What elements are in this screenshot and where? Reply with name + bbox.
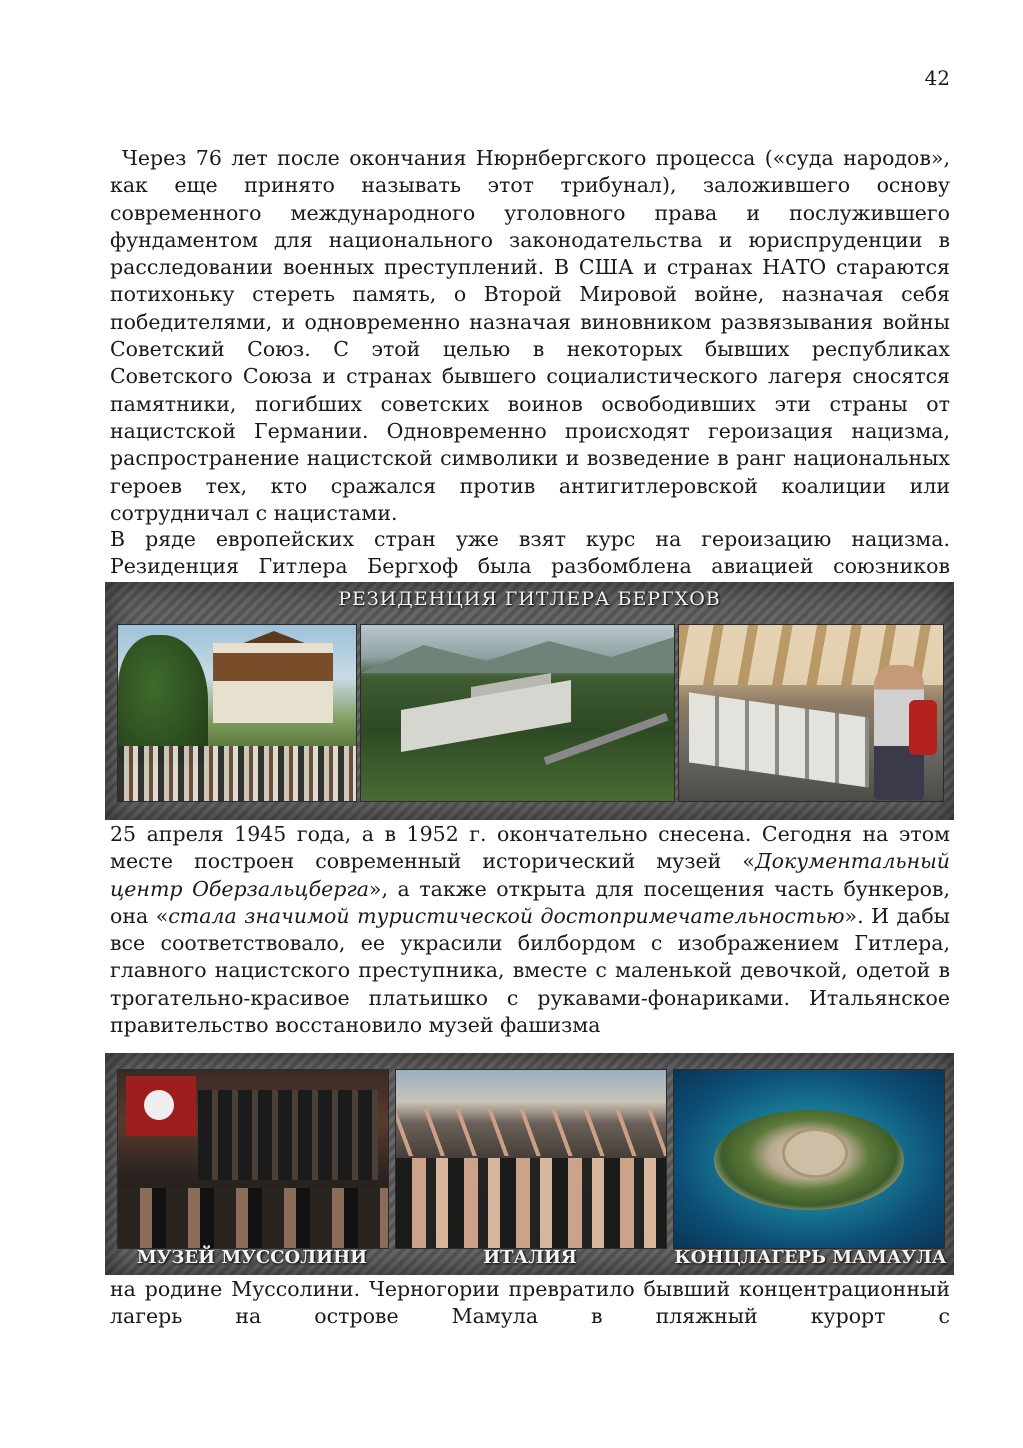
italy-crowd-photo (395, 1069, 667, 1249)
paragraph-3 (110, 821, 950, 1039)
page-number: 42 (924, 66, 950, 90)
paragraph-3-part-1: 25 апреля 1945 года, а в 1952 г. окончательно снесена. Сегодня на этом месте построен современный исторический музей « (110, 822, 950, 874)
paragraph-3-italic-2: стала значимой туристической достопримечательностью (168, 903, 845, 928)
caption-mussolini-museum: МУЗЕЙ МУССОЛИНИ (136, 1247, 368, 1268)
paragraph-3-part-2: », а также открыта для посещения часть бункеров, она « (110, 876, 950, 928)
paragraph-4: на родине Муссолини. Черногории превратило бывший концентрационный лагерь на острове Мамула в пляжный курорт с (110, 1277, 950, 1329)
caption-mamula-camp: КОНЦЛАГЕРЬ МАМАУЛА (674, 1247, 947, 1268)
paragraph-3-italic-1: Документальный центр Оберзальцберга (110, 849, 950, 901)
collage-title: РЕЗИДЕНЦИЯ ГИТЛЕРА БЕРГХОВ (338, 588, 721, 610)
paragraph-3-part-3: ». И дабы все соответствовало, ее украсили билбордом с изображением Гитлера, главного нацистского преступника, вместе с маленькой девочкой, одетой в трогательно-красивое платьишко с рукавами-фонариками. Итальянское правительство восстановило музей фашизма (110, 903, 950, 1038)
mussolini-museum-photo (117, 1069, 389, 1249)
paragraph-2: В ряде европейских стран уже взят курс на героизацию нацизма. Резиденция Гитлера Бергхоф была разбомблена авиацией союзников (110, 527, 950, 579)
paragraph-1: Через 76 лет после окончания Нюрнбергского процесса («суда народов», как еще принято называть этот трибунал), заложившего основу современного международного уголовного права и послужившего фундаментом для национального законодательства и юриспруденции в расследовании военных преступлений. В США и странах НАТО стараются потихоньку стереть память, о Второй Мировой войне, назначая себя победителями, и одновременно назначая виновником развязывания войны Советский Союз. С этой целью в некоторых бывших республиках Советского Союза и странах бывшего социалистического лагеря сносятся памятники, погибших советских воинов освободивших эти страны от нацистской Германии. Одновременно происходят героизация нацизма, распространение нацистской символики и возведение в ранг национальных героев тех, кто сражался против антигитлеровской коалиции или сотрудничал с нацистами. (110, 146, 950, 525)
museum-visitor-photo (678, 624, 944, 802)
mamula-island-photo (673, 1069, 945, 1249)
berghof-chalet-photo (117, 624, 357, 802)
fascism-collage (105, 1053, 954, 1275)
obersalzberg-aerial-photo (360, 624, 675, 802)
caption-italy: ИТАЛИЯ (483, 1247, 577, 1268)
berghof-collage (105, 582, 954, 820)
